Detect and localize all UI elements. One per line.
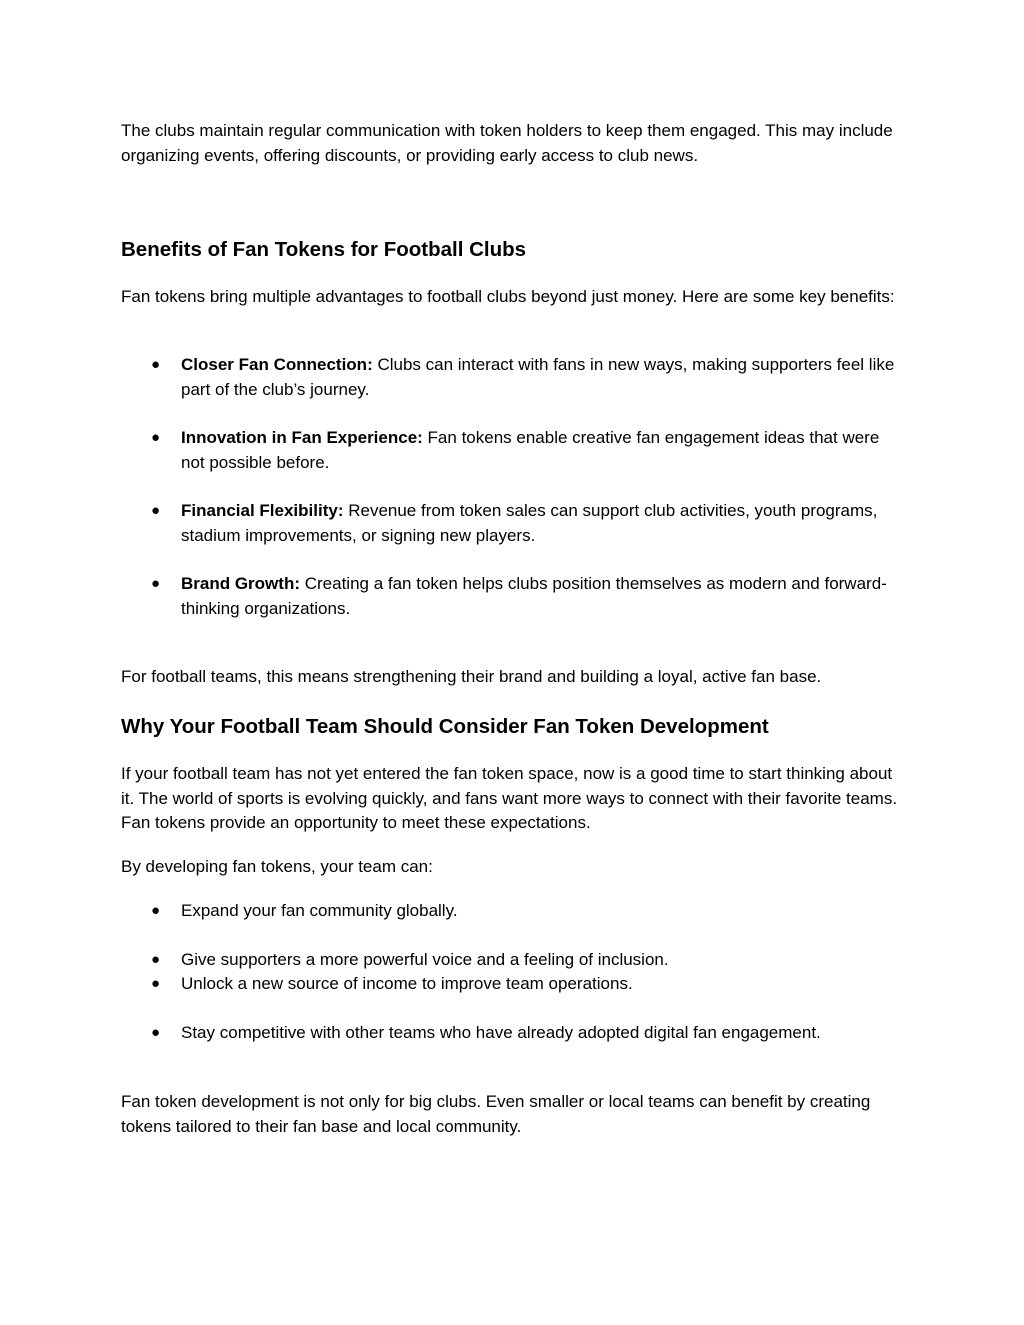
benefits-intro-paragraph: Fan tokens bring multiple advantages to football clubs beyond just money. Here are some key benefits: xyxy=(121,287,895,306)
bullet-icon: ● xyxy=(151,356,161,373)
bullet-icon: ● xyxy=(151,1024,161,1041)
benefit-title: Innovation in Fan Experience: xyxy=(181,428,423,447)
bullet-icon: ● xyxy=(151,902,161,919)
why-item-text: Unlock a new source of income to improve team operations. xyxy=(181,974,633,993)
why-paragraph-1: If your football team has not yet entered the fan token space, now is a good time to start thinking about it. The world of sports is evolving quickly, and fans want more ways to connect with their favorite teams. Fan tokens provide an opportunity to meet these expectations. xyxy=(121,764,898,832)
document-page xyxy=(121,0,901,1325)
benefits-heading: Benefits of Fan Tokens for Football Clubs xyxy=(121,238,527,261)
benefit-title: Closer Fan Connection: xyxy=(181,355,373,374)
bullet-icon: ● xyxy=(151,575,161,592)
bullet-icon: ● xyxy=(151,502,161,519)
benefit-text: Fan tokens enable creative fan engagement ideas that were not possible before. xyxy=(181,428,880,472)
why-closing-paragraph: Fan token development is not only for big clubs. Even smaller or local teams can benefit by creating tokens tailored to their fan base and local community. xyxy=(121,1092,871,1136)
bullet-icon: ● xyxy=(151,975,161,992)
benefit-text: Clubs can interact with fans in new ways, making supporters feel like part of the club’s journey. xyxy=(181,355,895,399)
bullet-icon: ● xyxy=(151,429,161,446)
benefit-title: Brand Growth: xyxy=(181,574,300,593)
why-item-text: Stay competitive with other teams who have already adopted digital fan engagement. xyxy=(181,1023,821,1042)
benefit-text: Revenue from token sales can support club activities, youth programs, stadium improvements, or signing new players. xyxy=(181,501,878,545)
intro-paragraph: The clubs maintain regular communication with token holders to keep them engaged. This may include organizing events, offering discounts, or providing early access to club news. xyxy=(121,121,893,165)
why-item-text: Give supporters a more powerful voice and a feeling of inclusion. xyxy=(181,950,669,969)
benefit-text: Creating a fan token helps clubs position themselves as modern and forward-thinking organizations. xyxy=(181,574,887,618)
why-item-text: Expand your fan community globally. xyxy=(181,901,458,920)
bullet-icon: ● xyxy=(151,951,161,968)
benefits-closing-paragraph: For football teams, this means strengthening their brand and building a loyal, active fan base. xyxy=(121,667,822,686)
why-paragraph-2: By developing fan tokens, your team can: xyxy=(121,857,433,876)
why-heading: Why Your Football Team Should Consider Fan Token Development xyxy=(121,715,769,738)
benefit-title: Financial Flexibility: xyxy=(181,501,344,520)
